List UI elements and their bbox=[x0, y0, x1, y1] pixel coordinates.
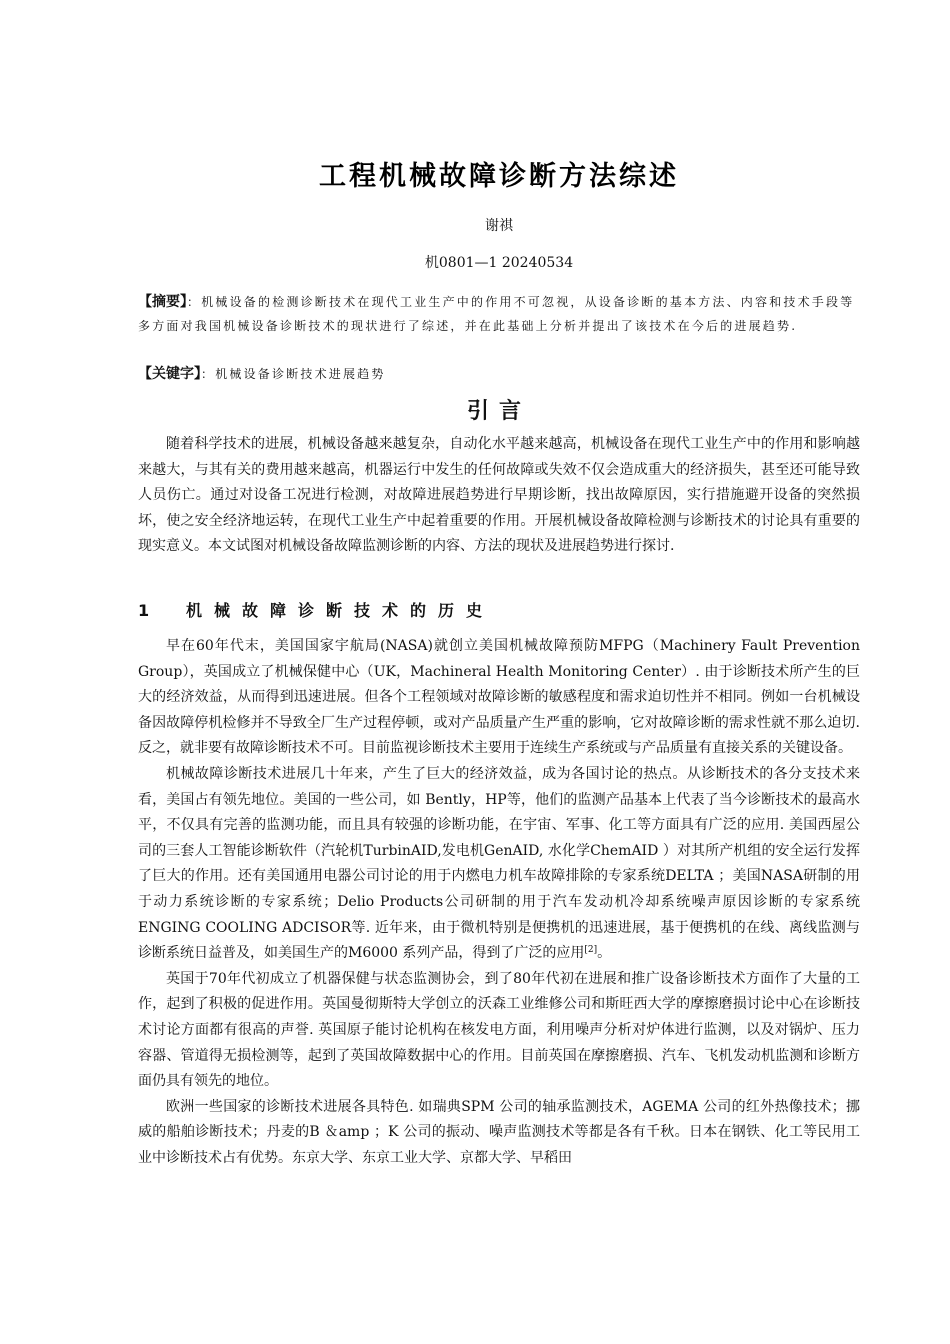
paragraph-2-text: 机械故障诊断技术进展几十年来，产生了巨大的经济效益，成为各国讨论的热点。从诊断技术的各分支技术来看，美国占有领先地位。美国的一些公司，如 Bently，HP等，他们的监测产品基本上代表了当今诊断技术的最高水平，不仅具有完善的监测功能，而且具有较强的诊断功能，在宇宙、军事、化工等方面具有广泛的应用. 美国西屋公司的三套人工智能诊断软件（汽轮机TurbinAID,发电机GenAID, 水化学ChemAID ）对其所产机组的安全运行发挥了巨大的作用。还有美国通用电器公司讨论的用于内燃电力机车故障排除的专家系统DELTA ；美国NASA研制的用于动力系统诊断的专家系统；Delio Products公司研制的用于汽车发动机冷却系统噪声原因诊断的专家系统ENGING COOLING ADCISOR等. 近年来，由于微机特别是便携机的迅速进展，基于便携机的在线、离线监测与诊断系统日益普及，如美国生产的M6000 系列产品，得到了广泛的应用 bbox=[138, 765, 860, 962]
citation-ref: [2] bbox=[584, 945, 598, 956]
abstract-block bbox=[138, 290, 860, 338]
section-1-paragraph-1: 早在60年代末，美国国家宇航局(NASA)就创立美国机械故障预防MFPG（Machinery Fault Prevention Group），英国成立了机械保健中心（UK，Machineral Health Monitoring Center）. 由于诊断技术所产生的巨大的经济效益，从而得到迅速进展。但各个工程领域对故障诊断的敏感程度和需求迫切性并不相同。例如一台机械设备因故障停机检修并不导致全厂生产过程停顿，或对产品质量产生严重的影响，它对故障诊断的需求性就不那么迫切. 反之，就非要有故障诊断技术不可。目前监视诊断技术主要用于连续生产系统或与产品质量有直接关系的关键设备。 bbox=[138, 638, 860, 757]
intro-paragraph: 随着科学技术的进展，机械设备越来越复杂，自动化水平越来越高，机械设备在现代工业生产中的作用和影响越来越大，与其有关的费用越来越高，机器运行中发生的任何故障或失效不仅会造成重大的经济损失，甚至还可能导致人员伤亡。通过对设备工况进行检测，对故障进展趋势进行早期诊断，找出故障原因，实行措施避开设备的突然损坏，使之安全经济地运转，在现代工业生产中起着重要的作用。开展机械设备故障检测与诊断技术的讨论具有重要的现实意义。本文试图对机械设备故障监测诊断的内容、方法的现状及进展趋势进行探讨. bbox=[138, 436, 860, 555]
section-1-title: 机械故障诊断技术的历史 bbox=[186, 601, 495, 620]
section-1-paragraph-3: 英国于70年代初成立了机器保健与状态监测协会，到了80年代初在进展和推广设备诊断技术方面作了大量的工作，起到了积极的促进作用。英国曼彻斯特大学创立的沃森工业维修公司和斯旺西大学的摩擦磨损讨论中心在诊断技术讨论方面都有很高的声誉. 英国原子能讨论机构在核发电方面，利用噪声分析对炉体进行监测，以及对锅炉、压力容器、管道得无损检测等，起到了英国故障数据中心的作用。目前英国在摩擦磨损、汽车、飞机发动机监测和诊断方面仍具有领先的地位。 bbox=[138, 970, 860, 1090]
abstract-text: ：机械设备的检测诊断技术在现代工业生产中的作用不可忽视，从设备诊断的基本方法、内容和技术手段等多方面对我国机械设备诊断技术的现状进行了综述，并在此基础上分析并提出了该技术在今后的进展趋势. bbox=[138, 295, 855, 333]
paper-title: 工程机械故障诊断方法综述 bbox=[319, 161, 679, 192]
keywords-text: ：机械设备诊断技术进展趋势 bbox=[201, 367, 386, 381]
section-1-number: 1 bbox=[138, 601, 150, 620]
section-1-heading bbox=[138, 598, 860, 621]
abstract-tag: 【摘要】 bbox=[138, 294, 187, 310]
section-1-body bbox=[138, 634, 860, 1171]
intro-heading: 引言 bbox=[466, 399, 531, 424]
intro-body bbox=[138, 432, 860, 560]
keywords-tag: 【关键字】 bbox=[138, 366, 201, 382]
section-1-paragraph-4: 欧洲一些国家的诊断技术进展各具特色. 如瑞典SPM 公司的轴承监测技术，AGEMA 公司的红外热像技术；挪威的船舶诊断技术；丹麦的B ＆amp ；K 公司的振动、噪声监测技术等都是各有千秋。日本在钢铁、化工等民用工业中诊断技术占有优势。东京大学、东京工业大学、京都大学、早稻田 bbox=[138, 1098, 860, 1166]
section-1-paragraph-2 bbox=[138, 762, 860, 967]
author-name: 谢祺 bbox=[485, 218, 513, 234]
keywords-block bbox=[138, 362, 860, 386]
author-affiliation: 机0801—1 20240534 bbox=[424, 255, 574, 271]
paragraph-2-end: 。 bbox=[597, 945, 612, 962]
